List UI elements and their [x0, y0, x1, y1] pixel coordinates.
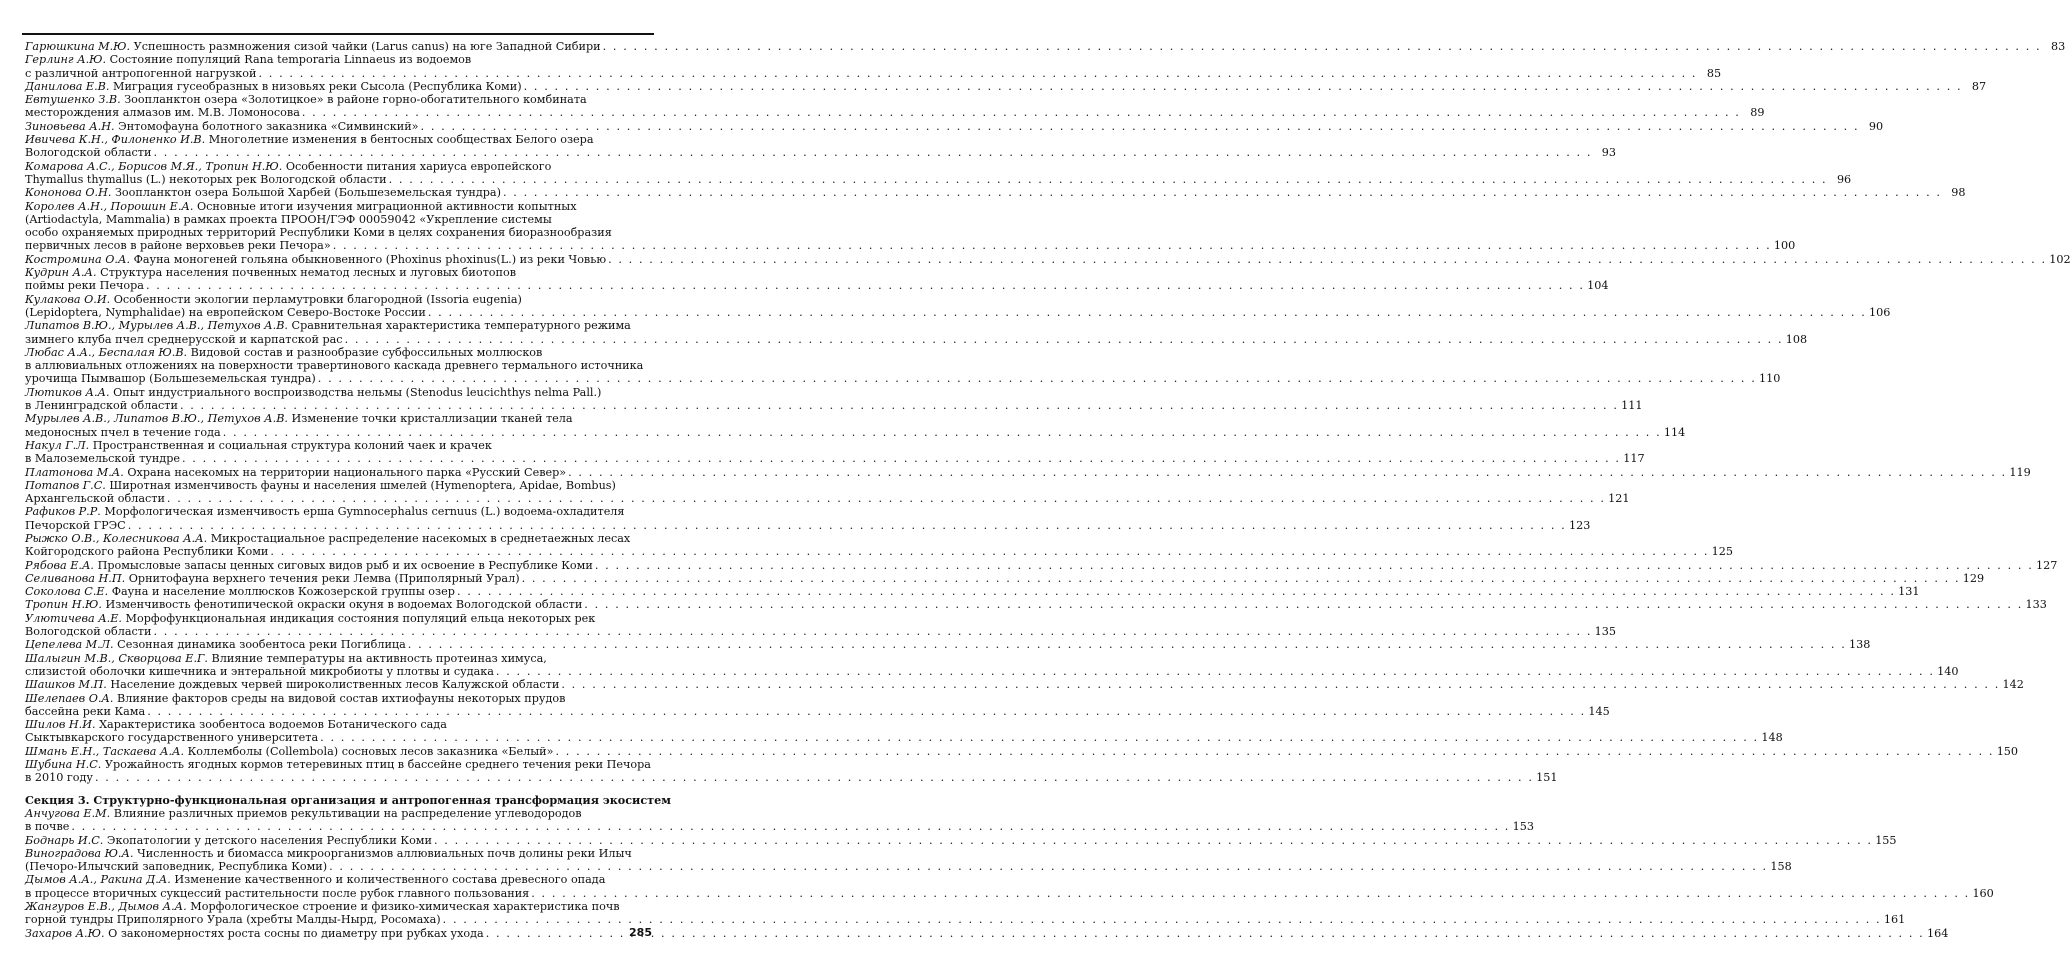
entry-title-text: Архангельской области	[25, 492, 165, 506]
entry-line	[25, 200, 653, 213]
entry-title-text: Койгородского района Республики Коми	[25, 545, 269, 559]
entry-authors: Лютиков А.А.	[25, 385, 110, 399]
toc-entry	[25, 558, 2058, 572]
toc-entry	[25, 186, 1966, 200]
entry-authors: Комарова А.С., Борисов М.Я., Тропин Н.Ю.	[25, 159, 283, 173]
dot-leader	[496, 665, 1935, 678]
dot-leader	[389, 173, 1828, 186]
dot-leader	[153, 146, 1592, 159]
entry-title-text: медоносных пчел в течение года	[25, 425, 221, 439]
dot-leader	[147, 705, 1586, 718]
entry-title-text: Успешность размножения сизой чайки (Larus canus) на юге Западной Сибири	[133, 40, 601, 53]
entry-title-text: в Малоземельской тундре	[25, 452, 180, 466]
dot-leader	[524, 80, 1963, 93]
entry-authors: Жангуров Е.В., Дымов А.А.	[25, 900, 187, 913]
entry-authors: Шашков М.П.	[25, 678, 107, 692]
entry-title-text: Изменение качественного и количественного состава древесного опада	[174, 873, 606, 887]
toc-entry	[25, 651, 1959, 679]
entry-authors: Рябова Е.А.	[25, 558, 94, 572]
entry-page-number: 161	[1883, 913, 1906, 927]
dot-leader	[302, 106, 1741, 119]
entry-title-text: зимнего клуба пчел среднерусской и карпатской рас	[25, 332, 343, 346]
toc-entry	[25, 79, 1987, 93]
entry-line	[25, 758, 653, 771]
dot-leader	[434, 834, 1873, 847]
toc-entry	[25, 873, 1994, 900]
toc-entry	[25, 758, 1558, 785]
entries-list	[25, 40, 2071, 785]
entry-title-text: Энтомофауна болотного заказника «Симвинский»	[118, 119, 419, 133]
entries-list	[25, 806, 1994, 940]
entry-page-number: 129	[1962, 571, 1985, 585]
dot-leader	[182, 452, 1621, 465]
toc-entry	[25, 846, 1792, 874]
dot-leader	[320, 731, 1759, 744]
dot-leader	[270, 545, 1709, 558]
entry-title-text: Широтная изменчивость фауны и населения шмелей (Hymenoptera, Apidae, Bombus)	[109, 478, 616, 492]
entry-line	[25, 900, 653, 913]
entry-authors: Накул Г.Л.	[25, 438, 90, 452]
entry-page-number: 102	[2049, 252, 2071, 266]
toc-entry	[25, 833, 1897, 847]
entry-line	[25, 886, 1994, 900]
dot-leader	[71, 820, 1510, 833]
entry-line	[25, 612, 653, 625]
entry-line	[25, 692, 653, 705]
entry-line	[25, 652, 653, 665]
entry-authors: Липатов В.Ю., Мурылев А.В., Петухов А.В.	[25, 319, 288, 333]
toc-entry	[25, 93, 1765, 120]
entry-authors: Данилова Е.В.	[25, 79, 110, 93]
entry-line	[25, 425, 1686, 439]
entry-title-text: урочища Пымвашор (Большеземельская тундра)	[25, 372, 316, 386]
entry-title-text: Сыктывкарского государственного университета	[25, 731, 319, 745]
entry-title-text: поймы реки Печора	[25, 279, 144, 293]
toc-entry	[25, 505, 1591, 532]
entry-page-number: 111	[1621, 399, 1643, 413]
entry-line	[25, 571, 1985, 585]
entry-title-text: бассейна реки Кама	[25, 704, 146, 718]
entry-line	[25, 452, 1645, 466]
dot-leader	[457, 585, 1896, 598]
dot-leader	[603, 40, 2042, 53]
entry-title-text: Структура населения почвенных нематод лесных и луговых биотопов	[100, 266, 517, 280]
entry-line	[25, 40, 2066, 53]
entry-page-number: 89	[1750, 106, 1765, 120]
entry-line	[25, 186, 1966, 200]
toc-entry	[25, 478, 1630, 506]
dot-leader	[180, 399, 1619, 412]
toc-entry	[25, 40, 2066, 53]
entry-line	[25, 319, 653, 332]
entry-line	[25, 93, 653, 106]
entry-authors: Улютичева А.Е.	[25, 611, 122, 625]
dot-leader	[259, 67, 1698, 80]
entry-title-text: Влияние температуры на активность протеиназ химуса,	[211, 651, 547, 665]
entry-title-text: Вологодской области	[25, 625, 152, 639]
entry-title-text: Сезонная динамика зообентоса реки Погиблица	[117, 638, 406, 652]
toc-entry	[25, 412, 1686, 439]
entry-line	[25, 833, 1897, 847]
entry-title-text: О закономерностях роста сосны по диаметру при рубках ухода	[108, 926, 484, 940]
entry-title-text: Фауна и население моллюсков Кожозерской группы озер	[111, 585, 455, 599]
entry-authors: Кудрин А.А.	[25, 266, 97, 280]
entry-page-number: 127	[2036, 558, 2058, 572]
entry-line	[25, 53, 653, 66]
entry-title-text: Экопатологии у детского населения Республики Коми	[106, 833, 432, 847]
toc-entry	[25, 319, 1808, 346]
entry-line	[25, 926, 1949, 940]
toc-entry	[25, 345, 1781, 386]
entry-title-text: Численность и биомасса микроорганизмов аллювиальных почв долины реки Илыч	[137, 846, 632, 860]
dot-leader	[486, 927, 1925, 940]
dot-leader	[522, 572, 1961, 585]
entry-title-text: Опыт индустриального воспроизводства нельмы (Stenodus leucichthys nelma Pall.)	[113, 385, 602, 399]
entry-line	[25, 771, 1558, 785]
entry-line	[25, 305, 1891, 319]
entry-line	[25, 585, 1920, 599]
entry-line	[25, 372, 1781, 386]
entry-title-text: Печорской ГРЭС	[25, 518, 126, 532]
entry-authors: Королев А.Н., Порошин Е.А.	[25, 199, 194, 213]
dot-leader	[561, 678, 2000, 691]
entry-title-text: Морфофункциональная индикация состояния популяций ельца некоторых рек	[125, 611, 596, 625]
entry-authors: Шилов Н.И.	[25, 718, 96, 732]
dot-leader	[531, 887, 1970, 900]
entry-line	[25, 860, 1792, 874]
entry-page-number: 117	[1623, 452, 1645, 466]
entry-page-number: 142	[2002, 678, 2024, 692]
dot-leader	[608, 253, 2047, 266]
entry-authors: Шалыгин М.В., Скворцова Е.Г.	[25, 651, 208, 665]
entry-title-text: Охрана насекомых на территории национального парка «Русский Север»	[127, 465, 567, 479]
entry-page-number: 138	[1849, 638, 1871, 652]
dot-leader	[568, 466, 2007, 479]
entry-title-text: Зоопланктон озера Большой Харбей (Большеземельская тундра)	[114, 186, 501, 200]
toc-entry	[25, 292, 1891, 320]
entry-title-text: Особенности экологии перламутровки благородной (Issoria eugenia)	[113, 292, 522, 306]
dot-leader	[146, 279, 1585, 292]
entry-authors: Шубина Н.С.	[25, 758, 102, 772]
entry-title-text: первичных лесов в районе верховьев реки Печора»	[25, 239, 331, 253]
entry-authors: Кононова О.Н.	[25, 186, 112, 200]
toc-entry	[25, 531, 1733, 559]
entry-title-text: Население дождевых червей широколиственных лесов Калужской области	[110, 678, 560, 692]
entry-line	[25, 213, 653, 226]
entry-title-text: слизистой оболочки кишечника и энтеральной микробиоты у плотвы и судака	[25, 664, 494, 678]
toc-entry	[25, 133, 1617, 160]
entry-title-text: горной тундры Приполярного Урала (хребты Малды-Нырд, Росомаха)	[25, 913, 441, 927]
dot-leader	[153, 625, 1592, 638]
entry-title-text: Thymallus thymallus (L.) некоторых рек Вологодской области	[25, 172, 387, 186]
entry-title-text: месторождения алмазов им. М.В. Ломоносова	[25, 106, 300, 120]
entry-authors: Виноградова Ю.А.	[25, 846, 134, 860]
entry-page-number: 90	[1868, 119, 1884, 133]
entry-line	[25, 160, 653, 173]
entry-page-number: 93	[1601, 146, 1617, 160]
entry-title-text: Изменчивость фенотипической окраски окуня в водоемах Вологодской области	[105, 598, 583, 612]
entry-title-text: Характеристика зообентоса водоемов Ботанического сада	[99, 718, 447, 732]
toc-entry	[25, 691, 1610, 719]
entry-line	[25, 718, 653, 731]
entry-page-number: 150	[1996, 744, 2019, 758]
entry-title-text: Фауна моногеней гольяна обыкновенного (Phoxinus phoxinus(L.) из реки Човью	[133, 252, 607, 266]
dot-leader	[595, 559, 2034, 572]
entry-line	[25, 266, 653, 279]
toc-entry	[25, 638, 1871, 652]
entry-line	[25, 146, 1617, 160]
entry-line	[25, 545, 1733, 559]
toc-entry	[25, 252, 2071, 266]
entry-line	[25, 133, 653, 146]
entry-line	[25, 412, 653, 425]
entry-line	[25, 465, 2031, 479]
toc-entry	[25, 678, 2024, 692]
entry-authors: Селиванова Н.П.	[25, 571, 126, 585]
entry-line	[25, 518, 1591, 532]
entry-title-text: Орнитофауна верхнего течения реки Лемва (Приполярный Урал)	[128, 571, 520, 585]
entry-line	[25, 479, 653, 492]
entry-line	[25, 119, 1884, 133]
entry-page-number: 114	[1663, 425, 1686, 439]
entry-line	[25, 359, 653, 372]
entry-line	[25, 239, 1796, 253]
entry-line	[25, 79, 1987, 93]
entry-title-text: Особенности питания хариуса европейского	[285, 159, 552, 173]
dot-leader	[421, 120, 1860, 133]
entry-line	[25, 386, 653, 399]
entry-page-number: 153	[1512, 820, 1534, 834]
toc-entry	[25, 744, 2019, 758]
entry-authors: Соколова С.Е.	[25, 585, 109, 599]
entry-authors: Евтушенко З.В.	[25, 93, 121, 107]
table-of-contents	[25, 40, 2071, 940]
dot-leader	[95, 771, 1534, 784]
entry-title-text: Сравнительная характеристика температурного режима	[291, 319, 631, 333]
entry-title-text: Морфологическое строение и физико-химическая характеристика почв	[190, 900, 620, 913]
entry-title-text: Морфологическая изменчивость ерша Gymnocephalus cernuus (L.) водоема-охладителя	[104, 505, 625, 519]
dot-leader	[443, 913, 1882, 926]
entry-authors: Любас А.А., Беспалая Ю.В.	[25, 345, 188, 359]
entry-line	[25, 106, 1765, 120]
entry-page-number: 140	[1937, 664, 1959, 678]
dot-leader	[503, 186, 1942, 199]
entry-authors: Анчугова Е.М.	[25, 806, 111, 820]
toc-entry	[25, 571, 1985, 585]
entry-page-number: 87	[1971, 79, 1987, 93]
toc-entry	[25, 598, 2047, 612]
entry-line	[25, 226, 653, 239]
entry-page-number: 160	[1972, 886, 1994, 900]
toc-entry	[25, 718, 1783, 745]
entry-line	[25, 913, 1906, 927]
entry-line	[25, 820, 1534, 834]
entry-title-text: Коллемболы (Collembola) сосновых лесов заказника «Белый»	[187, 744, 554, 758]
entry-title-text: Миграция гусеобразных в низовьях реки Сысола (Республика Коми)	[113, 79, 522, 93]
entry-title-text: в аллювиальных отложениях на поверхности травертинового каскада древнего термального источника	[25, 359, 644, 373]
entry-title-text: Вологодской области	[25, 146, 152, 160]
entry-line	[25, 847, 653, 860]
entry-line	[25, 664, 1959, 678]
dot-leader	[333, 239, 1772, 252]
entry-line	[25, 439, 653, 452]
entry-title-text: Многолетние изменения в бентосных сообществах Белого озера	[208, 133, 594, 147]
entry-authors: Тропин Н.Ю.	[25, 598, 102, 612]
entry-title-text: Пространственная и социальная структура колоний чаек и крачек	[92, 438, 492, 452]
entry-page-number: 133	[2025, 598, 2047, 612]
toc-entry	[25, 266, 1609, 293]
entry-page-number: 145	[1588, 704, 1610, 718]
entry-authors: Шмань Е.Н., Таскаева А.А.	[25, 744, 185, 758]
dot-leader	[223, 426, 1662, 439]
entry-title-text: (Artiodactyla, Mammalia) в рамках проекта ПРООН/ГЭФ 00059042 «Укрепление системы	[25, 212, 552, 226]
entry-page-number: 83	[2050, 40, 2066, 53]
section-heading: Секция 3. Структурно-функциональная организация и антропогенная трансформация экосистем	[25, 792, 671, 807]
toc-entry	[25, 53, 1722, 80]
entry-line	[25, 293, 653, 306]
entry-page-number: 135	[1594, 625, 1617, 639]
entry-page-number: 123	[1568, 518, 1591, 532]
entry-line	[25, 505, 653, 518]
entry-line	[25, 558, 2058, 572]
dot-leader	[345, 333, 1784, 346]
entry-page-number: 96	[1836, 172, 1852, 186]
entry-line	[25, 598, 2047, 612]
dot-leader	[428, 306, 1867, 319]
toc-entry	[25, 465, 2031, 479]
entry-authors: Рыжко О.В., Колесникова А.А.	[25, 531, 208, 545]
entry-page-number: 108	[1785, 332, 1808, 346]
toc-entry	[25, 385, 1643, 413]
entry-title-text: Основные итоги изучения миграционной активности копытных	[197, 199, 577, 213]
entry-title-text: Влияние факторов среды на видовой состав ихтиофауны некоторых прудов	[117, 691, 566, 705]
entry-page-number: 155	[1875, 833, 1897, 847]
entry-page-number: 106	[1869, 305, 1891, 319]
entry-line	[25, 172, 1852, 186]
entry-authors: Дымов А.А., Ракина Д.А.	[25, 873, 171, 887]
entry-page-number: 164	[1926, 926, 1949, 940]
entry-line	[25, 532, 653, 545]
entry-authors: Кулакова О.И.	[25, 292, 111, 306]
dot-leader	[167, 492, 1606, 505]
entry-authors: Захаров А.Ю.	[25, 926, 105, 940]
entry-authors: Мурылев А.В., Липатов В.Ю., Петухов А.В.	[25, 412, 288, 426]
entry-title-text: с различной антропогенной нагрузкой	[25, 66, 257, 80]
entry-line	[25, 492, 1630, 506]
dot-leader	[408, 638, 1847, 651]
entry-authors: Потапов Г.С.	[25, 478, 106, 492]
entry-title-text: Урожайность ягодных кормов тетеревиных птиц в бассейне среднего течения реки Печора	[104, 758, 651, 772]
entry-title-text: (Lepidoptera, Nymphalidae) на европейском Северо-Востоке России	[25, 305, 426, 319]
entry-title-text: в Ленинградской области	[25, 399, 178, 413]
entry-authors: Ивичева К.Н., Филоненко И.В.	[25, 133, 206, 147]
entry-line	[25, 66, 1722, 80]
dot-leader	[555, 745, 1994, 758]
entry-authors: Боднарь И.С.	[25, 833, 104, 847]
entry-page-number: 110	[1759, 372, 1781, 386]
entry-title-text: в 2010 году	[25, 771, 93, 785]
entry-authors: Цепелева М.Л.	[25, 638, 114, 652]
entry-title-text: Видовой состав и разнообразие субфоссильных моллюсков	[190, 345, 543, 359]
entry-line	[25, 252, 2071, 266]
entry-page-number: 125	[1711, 545, 1733, 559]
entry-line	[25, 731, 1783, 745]
entry-line	[25, 638, 1871, 652]
entry-title-text: в почве	[25, 820, 70, 834]
entry-page-number: 104	[1587, 279, 1609, 293]
entry-authors: Шелепаев О.А.	[25, 691, 114, 705]
entry-authors: Рафиков Р.Р.	[25, 505, 101, 519]
entry-title-text: Изменение точки кристаллизации тканей тела	[291, 412, 573, 426]
entry-title-text: Состояние популяций Rana temporaria Linnaeus из водоемов	[109, 53, 472, 67]
entry-page-number: 131	[1898, 585, 1920, 599]
entry-authors: Гарюшкина М.Ю.	[25, 40, 131, 53]
entry-page-number: 85	[1706, 66, 1722, 80]
toc-entry	[25, 585, 1920, 599]
entry-title-text: Зоопланктон озера «Золотицкое» в районе горно-обогатительного комбината	[124, 93, 587, 107]
entry-title-text: в процессе вторичных сукцессий растительности после рубок главного пользования	[25, 886, 530, 900]
toc-entry	[25, 806, 1534, 834]
toc-entry	[25, 438, 1645, 466]
entry-authors: Герлинг А.Ю.	[25, 53, 107, 67]
entry-line	[25, 332, 1808, 346]
toc-entry	[25, 900, 1906, 927]
toc-entry	[25, 926, 1949, 940]
toc-entry	[25, 119, 1884, 133]
entry-title-text: Промысловые запасы ценных сиговых видов рыб и их освоение в Республике Коми	[97, 558, 593, 572]
entry-title-text: особо охраняемых природных территорий Республики Коми в целях сохранения биоразнообразия	[25, 226, 612, 240]
entry-page-number: 98	[1951, 186, 1966, 200]
toc-entry	[25, 199, 1796, 253]
dot-leader	[128, 519, 1567, 532]
entry-title-text: Микростациальное распределение насекомых в среднетаежных лесах	[210, 531, 631, 545]
top-rule	[22, 33, 654, 35]
entry-line	[25, 704, 1610, 718]
entry-page-number: 151	[1536, 771, 1558, 785]
entry-title-text: Влияние различных приемов рекультивации на распределение углеводородов	[113, 806, 582, 820]
entry-page-number: 100	[1773, 239, 1796, 253]
page-number: 285	[629, 926, 652, 939]
entry-authors: Зиновьева А.Н.	[25, 119, 115, 133]
dot-leader	[584, 598, 2023, 611]
entry-page-number: 121	[1608, 492, 1630, 506]
entry-line	[25, 873, 653, 886]
entry-page-number: 148	[1761, 731, 1783, 745]
entry-page-number: 119	[2009, 465, 2031, 479]
entry-line	[25, 346, 653, 359]
entry-line	[25, 807, 653, 820]
entry-title-text: (Печоро-Илычский заповедник, Республика Коми)	[25, 860, 328, 874]
entry-line	[25, 625, 1617, 639]
toc-entry	[25, 159, 1852, 187]
entry-line	[25, 678, 2024, 692]
entry-line	[25, 399, 1643, 413]
entry-authors: Костромина О.А.	[25, 252, 130, 266]
entry-page-number: 158	[1770, 860, 1792, 874]
dot-leader	[329, 860, 1768, 873]
entry-line	[25, 279, 1609, 293]
entry-authors: Платонова М.А.	[25, 465, 124, 479]
dot-leader	[318, 372, 1757, 385]
toc-entry	[25, 611, 1617, 639]
entry-line	[25, 744, 2019, 758]
